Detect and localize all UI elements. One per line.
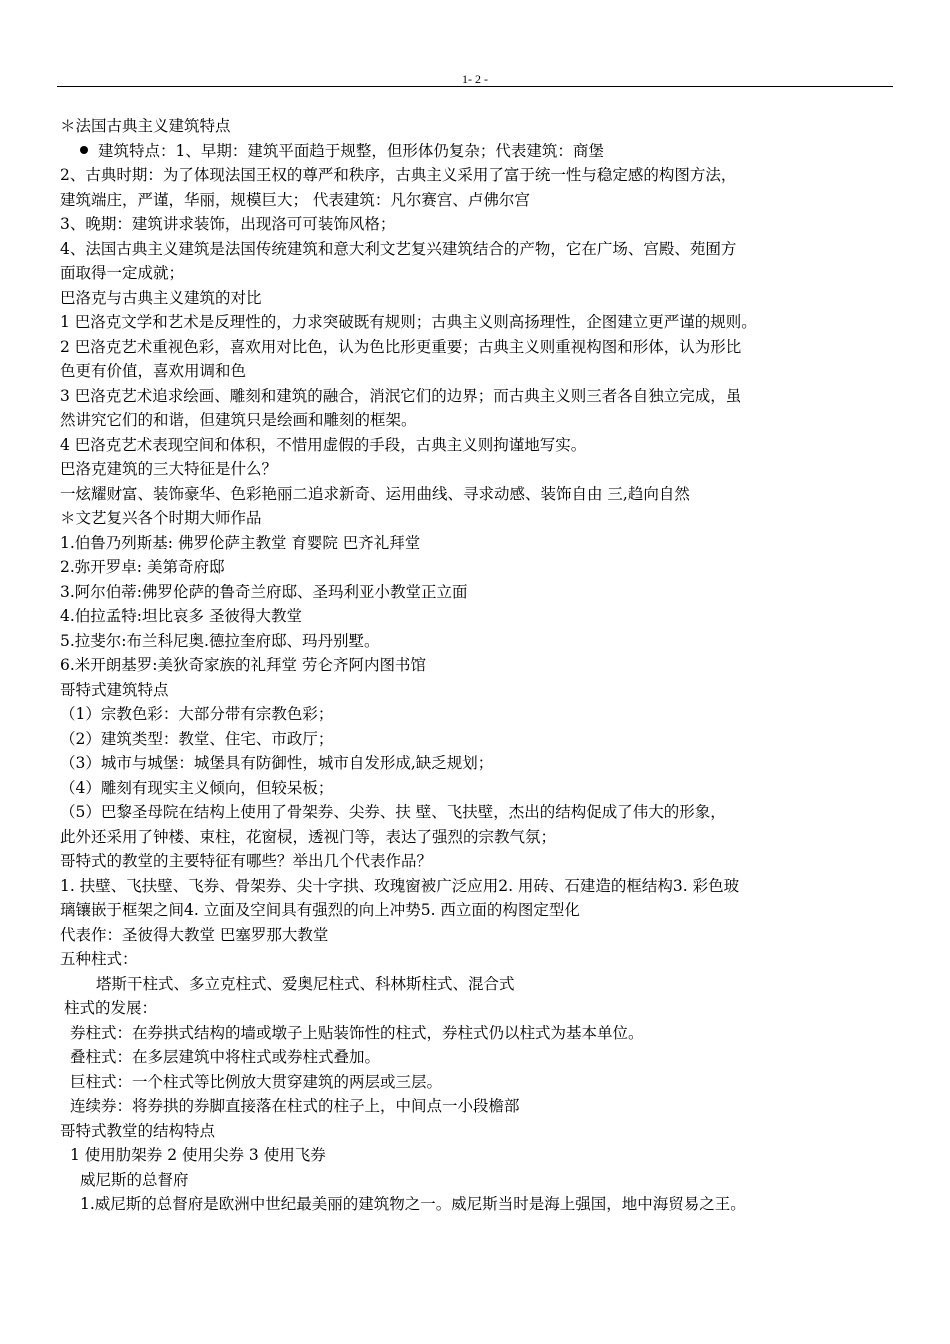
text-line: 璃镶嵌于框架之间4. 立面及空间具有强烈的向上冲势5. 西立面的构图定型化 <box>60 901 580 919</box>
document-body <box>60 114 896 1217</box>
text-line: 色更有价值，喜欢用调和色 <box>60 362 247 380</box>
section-title-french-classicism: ＊法国古典主义建筑特点 <box>60 117 231 135</box>
text-line: 建筑特点：1、早期：建筑平面趋于规整，但形体仍复杂；代表建筑：商堡 <box>98 141 604 160</box>
section-title-five-orders: 五种柱式： <box>60 950 138 968</box>
section-title-gothic-structure: 哥特式教堂的结构特点 <box>60 1121 216 1140</box>
bullet-line <box>60 139 896 164</box>
header-rule <box>57 86 893 87</box>
text-line: 一炫耀财富、装饰豪华、色彩艳丽二追求新奇、运用曲线、寻求动感、装饰自由 三,趋向自然 <box>60 484 690 503</box>
text-line: 1 使用肋架券 2 使用尖券 3 使用飞券 <box>70 1146 326 1164</box>
list-item: （4）雕刻有现实主义倾向，但较呆板； <box>60 778 334 797</box>
text-line: 1. 扶壁、飞扶壁、飞券、骨架券、尖十字拱、玫瑰窗被广泛应用2. 用砖、石建造的框结构3. 彩色玻 <box>60 876 740 895</box>
bullet-icon <box>80 146 88 154</box>
list-item: （3）城市与城堡：城堡具有防御性，城市自发形成,缺乏规划； <box>60 754 494 772</box>
text-line: 2 巴洛克艺术重视色彩，喜欢用对比色，认为色比形更重要；古典主义则重视构图和形体，认为形比 <box>60 337 742 356</box>
list-item: 4.伯拉孟特:坦比哀多 圣彼得大教堂 <box>60 607 302 625</box>
list-item: 巨柱式：一个柱式等比例放大贯穿建筑的两层或三层。 <box>70 1072 443 1091</box>
section-title-doges-palace: 威尼斯的总督府 <box>80 1170 189 1189</box>
list-item: 6.米开朗基罗:美狄奇家族的礼拜堂 劳仑齐阿内图书馆 <box>60 656 426 674</box>
section-title-gothic-church: 哥特式的教堂的主要特征有哪些？举出几个代表作品？ <box>60 852 433 870</box>
text-line: 面取得一定成就； <box>60 264 185 282</box>
list-item: 5.拉斐尔:布兰科尼奥.德拉奎府邸、玛丹别墅。 <box>60 631 380 650</box>
text-line: 1 巴洛克文学和艺术是反理性的，力求突破既有规则；古典主义则高扬理性，企图建立更严谨的规则。 <box>60 313 757 331</box>
list-item: 3.阿尔伯蒂:佛罗伦萨的鲁奇兰府邸、圣玛利亚小教堂正立面 <box>60 582 468 601</box>
list-item: （5）巴黎圣母院在结构上使用了骨架券、尖券、扶 壁、飞扶壁，杰出的结构促成了伟大的形象， <box>60 803 726 821</box>
page-number: 1- 2 - <box>462 72 488 86</box>
list-item: 连续券：将券拱的券脚直接落在柱式的柱子上，中间点一小段檐部 <box>70 1097 520 1115</box>
text-line: 塔斯干柱式、多立克柱式、爱奥尼柱式、科林斯柱式、混合式 <box>96 974 515 993</box>
list-item: 2.弥开罗卓: 美第奇府邸 <box>60 558 225 576</box>
section-title-baroque-vs-classicism: 巴洛克与古典主义建筑的对比 <box>60 288 262 307</box>
section-title-renaissance-masters: ＊文艺复兴各个时期大师作品 <box>60 509 262 527</box>
section-title-order-development: 柱式的发展： <box>64 999 158 1017</box>
text-line: 3 巴洛克艺术追求绘画、雕刻和建筑的融合，消泯它们的边界；而古典主义则三者各自独立完成，虽 <box>60 386 742 405</box>
text-line: 2、古典时期：为了体现法国王权的尊严和秩序，古典主义采用了富于统一性与稳定感的构图方法， <box>60 166 737 184</box>
section-title-baroque-features: 巴洛克建筑的三大特征是什么？ <box>60 460 278 478</box>
section-title-gothic-features: 哥特式建筑特点 <box>60 680 169 699</box>
list-item: 券柱式：在券拱式结构的墙或墩子上贴装饰性的柱式，券柱式仍以柱式为基本单位。 <box>70 1023 644 1042</box>
text-line: 1.威尼斯的总督府是欧洲中世纪最美丽的建筑物之一。威尼斯当时是海上强国，地中海贸易之王。 <box>80 1195 746 1213</box>
list-item: 叠柱式：在多层建筑中将柱式或券柱式叠加。 <box>70 1048 381 1066</box>
list-item: 1.伯鲁乃列斯基: 佛罗伦萨主教堂 育婴院 巴齐礼拜堂 <box>60 533 421 552</box>
list-item: （2）建筑类型：教堂、住宅、市政厅； <box>60 729 334 748</box>
text-line: 4 巴洛克艺术表现空间和体积，不惜用虚假的手段，古典主义则拘谨地写实。 <box>60 435 587 454</box>
text-line: 3、晚期：建筑讲求装饰，出现洛可可装饰风格； <box>60 215 396 233</box>
text-line: 然讲究它们的和谐，但建筑只是绘画和雕刻的框架。 <box>60 411 417 429</box>
text-line: 此外还采用了钟楼、束柱，花窗棂，透视门等，表达了强烈的宗教气氛； <box>60 827 557 846</box>
list-item: （1）宗教色彩：大部分带有宗教色彩； <box>60 705 334 723</box>
text-line: 4、法国古典主义建筑是法国传统建筑和意大利文艺复兴建筑结合的产物，它在广场、宫殿、苑囿方 <box>60 239 737 258</box>
text-line: 代表作：圣彼得大教堂 巴塞罗那大教堂 <box>60 925 329 944</box>
text-line: 建筑端庄，严谨，华丽，规模巨大； 代表建筑：凡尔赛宫、卢佛尔宫 <box>60 190 530 209</box>
